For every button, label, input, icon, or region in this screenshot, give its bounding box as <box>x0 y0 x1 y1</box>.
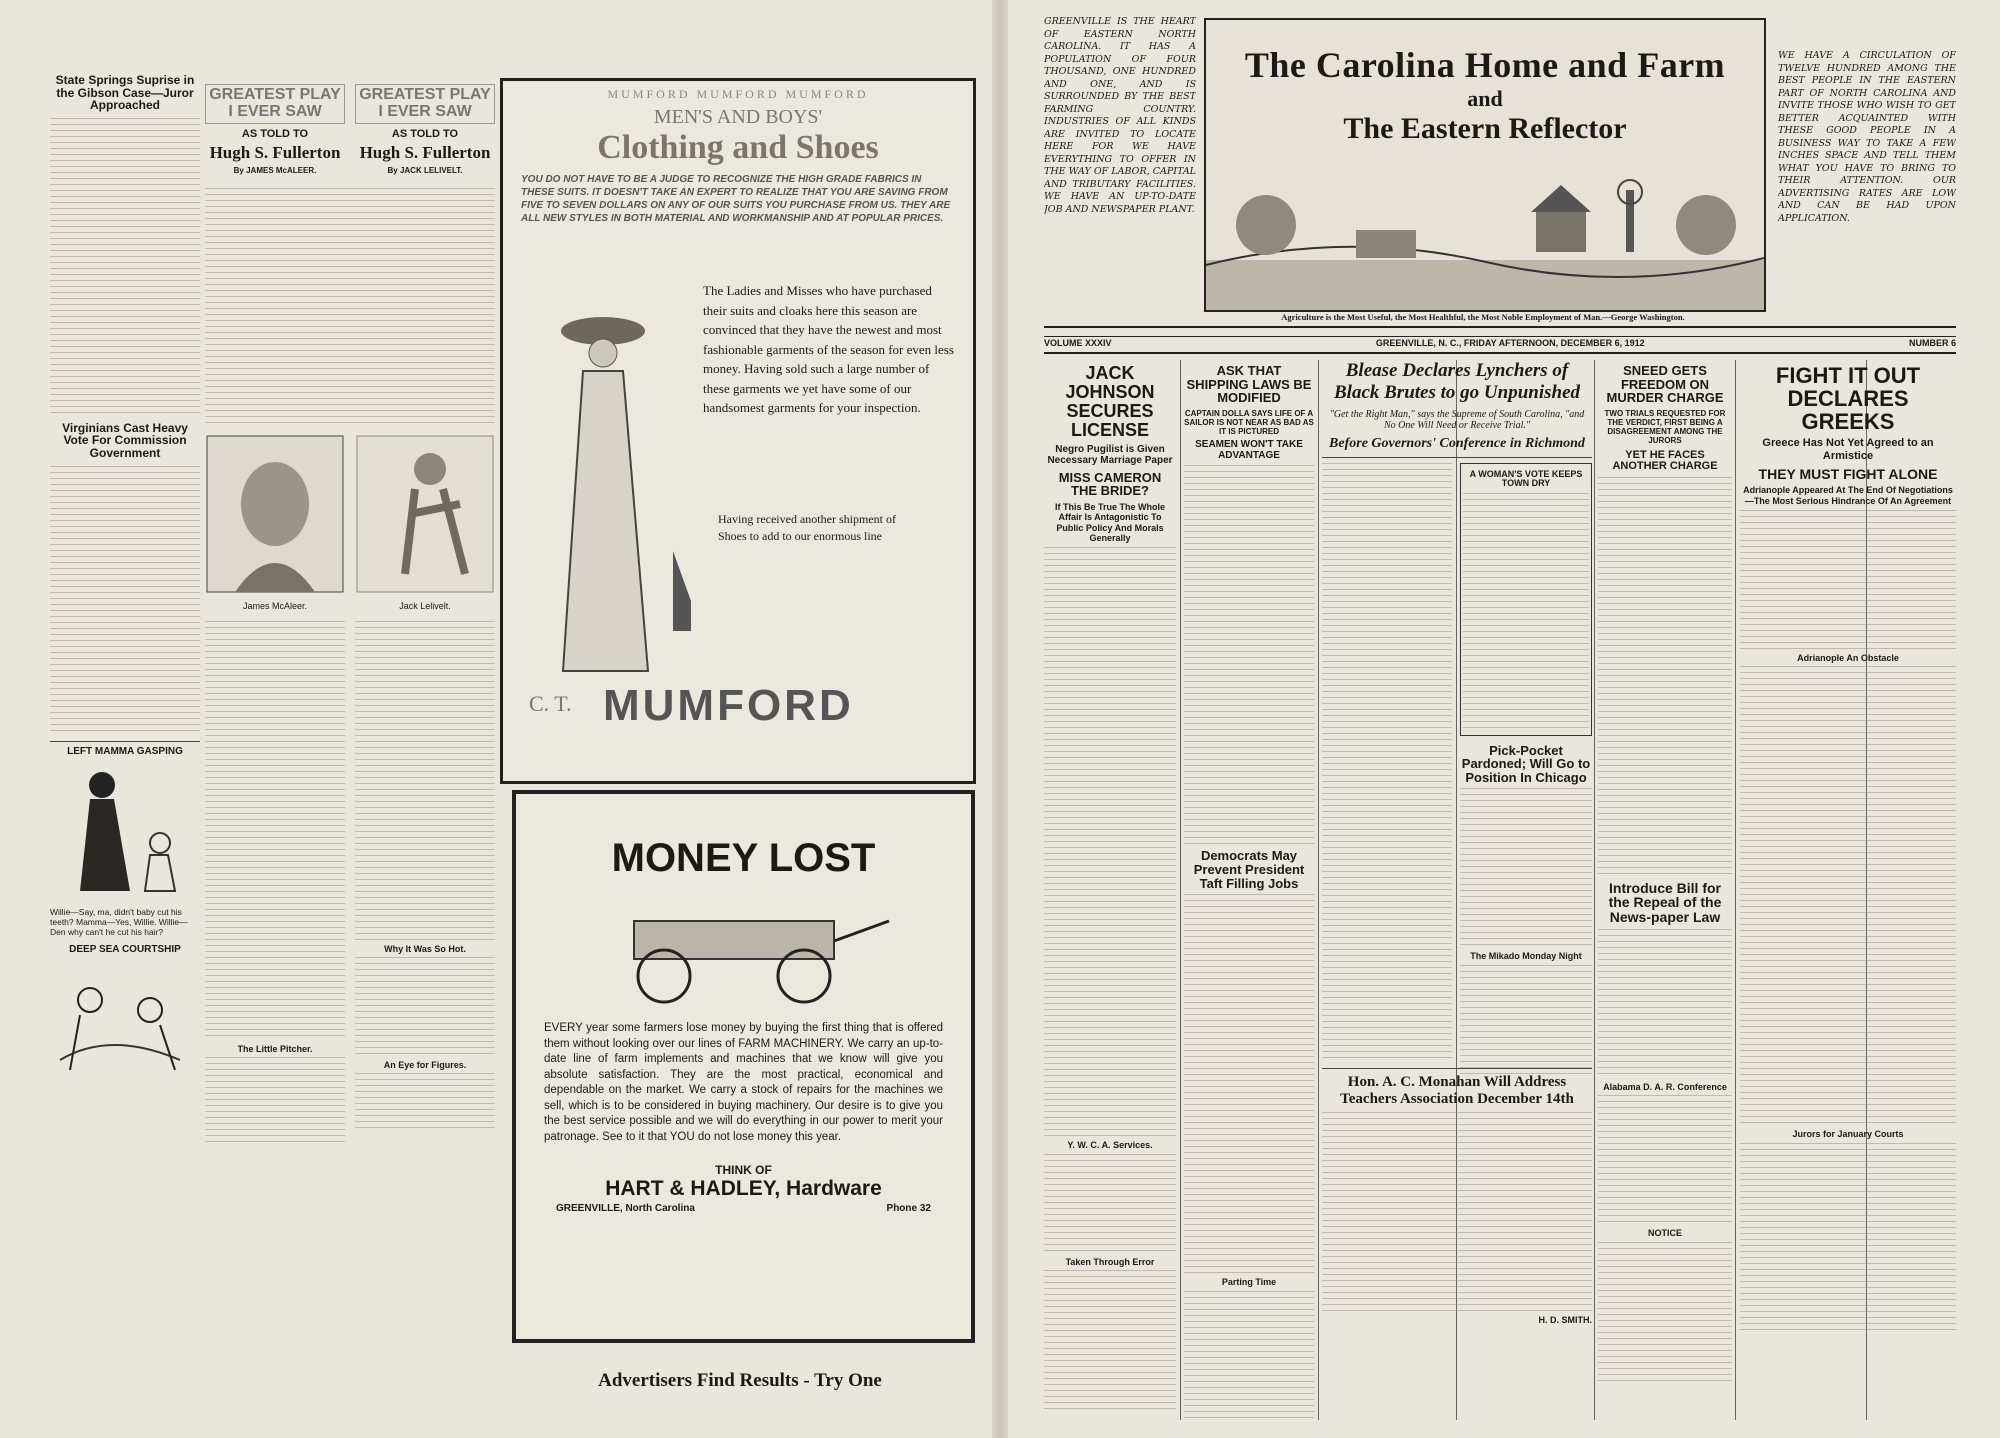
deck-public-policy: If This Be True The Whole Affair Is Antagonistic To Public Policy And Morals Generally <box>1054 501 1165 543</box>
headline-mikado: The Mikado Monday Night <box>1470 951 1582 962</box>
cartoon-caption-mamma: Willie—Say, ma, didn't baby cut his teeth? Mamma—Yes, Willie. Willie—Den why can't he cut his hair? <box>50 907 188 937</box>
issue-number: NUMBER 6 <box>1908 338 1956 348</box>
col-greeks <box>1740 360 1956 1420</box>
serial-as-told-1: AS TOLD TO <box>241 127 309 140</box>
filler-why-so-hot: Why It Was So Hot. <box>384 943 466 954</box>
col-blease <box>1322 360 1592 1420</box>
mumford-clothing-ad <box>500 78 976 784</box>
headline-seamen: SEAMEN WON'T TAKE ADVANTAGE <box>1195 439 1303 461</box>
headline-adrianople-obstacle: Adrianople An Obstacle <box>1797 652 1899 663</box>
photo-caption-lelivelt: Jack Lelivelt. <box>399 601 451 612</box>
dateline: GREENVILLE, N. C., FRIDAY AFTERNOON, DECEMBER 6, 1912 <box>1375 338 1645 348</box>
cartoon-title-deep-sea: DEEP SEA COURTSHIP <box>69 944 181 956</box>
serial-author-1: Hugh S. Fullerton <box>209 143 341 163</box>
volume-label: VOLUME XXXIV <box>1044 338 1112 348</box>
headline-taken-error: Taken Through Error <box>1065 1256 1155 1267</box>
headline-another-charge: YET HE FACES ANOTHER CHARGE <box>1612 448 1718 473</box>
ear-right-text: WE HAVE A CIRCULATION OF TWELVE HUNDRED AMONG THE BEST PEOPLE IN THE EASTERN PART OF NORTH CAROLINA AND INVITE THOSE WHO WISH TO GET BETTER ACQUAINTED WITH THESE GOOD PEOPLE IN A BUSINESS WAY TO TAKE A FEW INCHES SPACE AND TELL THEM WHAT YOU HAVE TO BRING TO THEIR ATTENTION. OUR ADVERTISING RATES ARE LOW AND CAN BE HAD UPON APPLICATION. <box>1778 50 1956 224</box>
headline-notice: NOTICE <box>1647 1228 1682 1239</box>
filler-little-pitcher: The Little Pitcher. <box>237 1043 313 1054</box>
headline-newspaper-law: Introduce Bill for the Repeal of the News-paper Law <box>1608 879 1722 926</box>
photo-caption-mcaleer: James McAleer. <box>242 601 308 612</box>
headline-monahan: Hon. A. C. Monahan Will Address Teachers Association December 14th <box>1340 1073 1574 1107</box>
headline-jack-johnson: JACK JOHNSON SECURES LICENSE <box>1065 363 1155 440</box>
hart-hadley-phone: Phone 32 <box>886 1203 931 1215</box>
col-jack-johnson <box>1044 360 1176 1420</box>
mumford-body: YOU DO NOT HAVE TO BE A JUDGE TO RECOGNIZE THE HIGH GRADE FABRICS IN THESE SUITS. IT DOESN'T TAKE AN EXPERT TO REALIZE THAT YOU ARE SAVING FROM FIVE TO SEVEN DOLLARS ON ANY OF OUR SUITS YOU PURCHASE FROM US. THEY ARE ALL NEW STYLES IN BOTH MATERIAL AND WORKMANSHIP AND AT POPULAR PRICES. <box>521 174 951 224</box>
mumford-name: MUMFORD <box>603 681 854 730</box>
deck-armistice: Greece Has Not Yet Agreed to an Armistice <box>1762 437 1934 462</box>
farm-scene-illustration <box>1206 170 1764 310</box>
serial-as-told-2: AS TOLD TO <box>391 127 459 140</box>
headline-democrats-taft: Democrats May Prevent President Taft Filling Jobs <box>1193 848 1305 891</box>
think-of: THINK OF <box>715 1163 772 1178</box>
farm-wagon-illustration <box>594 891 894 1011</box>
deck-marriage-paper: Negro Pugilist is Given Necessary Marriage Paper <box>1047 443 1173 467</box>
headline-greeks: FIGHT IT OUT DECLARES GREEKS <box>1775 363 1921 435</box>
money-lost-title: MONEY LOST <box>611 836 876 880</box>
headline-womans-vote: A WOMAN'S VOTE KEEPS TOWN DRY <box>1469 468 1583 489</box>
headline-blease: Blease Declares Lynchers of Black Brutes to go Unpunished <box>1334 360 1580 403</box>
ear-right-circulation <box>1778 50 1956 330</box>
serial-title-1: GREATEST PLAY I EVER SAW <box>205 84 345 124</box>
filler-eye-for-figures: An Eye for Figures. <box>383 1060 467 1071</box>
money-lost-body: EVERY year some farmers lose money by buying the first thing that is offered them without looking over our lines of FARM MACHINERY. We carry an up-to-date line of farm implements and machines that we know will give you absolute satisfaction. They are the most practical, economical and dependable on the market. We carry a stock of repairs for the machines we sell, which is to be considered in buying machinery. Our desire is to give you the best service possible and we will do everything in our power to merit your patronage. See to it that YOU do not lose money this year. <box>544 1022 943 1143</box>
serial-author-2: Hugh S. Fullerton <box>359 143 491 163</box>
masthead-subtitle: The Eastern Reflector <box>1343 112 1627 145</box>
headline-sneed: SNEED GETS FREEDOM ON MURDER CHARGE <box>1606 363 1724 406</box>
col-sneed <box>1598 360 1732 1420</box>
mumford-top: MEN'S AND BOYS' <box>653 106 823 128</box>
headline-governors: Before Governors' Conference in Richmond <box>1329 435 1585 451</box>
headline-gibson-case: State Springs Suprise in the Gibson Case—Juror Approached <box>55 73 195 113</box>
hart-hadley-hardware-ad <box>512 790 975 1343</box>
advertisers-footer: Advertisers Find Results - Try One <box>598 1370 882 1391</box>
headline-dar: Alabama D. A. R. Conference <box>1603 1081 1727 1092</box>
deck-two-trials: TWO TRIALS REQUESTED FOR THE VERDICT, FIRST BEING A DISAGREEMENT AMONG THE JURORS <box>1604 408 1726 446</box>
deck-adrianople: Adrianople Appeared At The End Of Negotiations—The Most Serious Hindrance Of An Agreement <box>1743 485 1953 506</box>
headline-shipping-laws: ASK THAT SHIPPING LAWS BE MODIFIED <box>1186 363 1312 406</box>
deck-captain-dolla: CAPTAIN DOLLA SAYS LIFE OF A SAILOR IS NOT NEAR AS BAD AS IT IS PICTURED <box>1184 408 1314 437</box>
mumford-initials: C. T. <box>529 691 572 716</box>
headline-parting-time: Parting Time <box>1221 1277 1277 1288</box>
photo-lelivelt <box>355 434 495 614</box>
serial-byline-2: By JACK LELIVELT. <box>387 166 463 176</box>
deck-right-man: "Get the Right Man," says the Supreme of South Carolina, "and No One Will Need or Receive Trial." <box>1329 408 1585 431</box>
hart-hadley-city: GREENVILLE, North Carolina <box>556 1203 695 1215</box>
cartoon-mamma-illustration <box>50 761 200 901</box>
right-page <box>1000 0 2000 1438</box>
headline-virginians-vote: Virginians Cast Heavy Vote For Commission Government <box>62 420 188 460</box>
ear-left-greenville <box>1044 16 1196 326</box>
ladies-coat-illustration <box>523 301 698 681</box>
headline-fight-alone: THEY MUST FIGHT ALONE <box>1758 465 1938 482</box>
motto: Agriculture is the Most Useful, the Most Healthful, the Most Noble Employment of Man.—George Washington. <box>1281 312 1685 322</box>
headline-pick-pocket: Pick-Pocket Pardoned; Will Go to Position In Chicago <box>1461 742 1591 785</box>
serial-byline-1: By JAMES McALEER. <box>233 166 317 176</box>
headline-jurors: Jurors for January Courts <box>1792 1129 1904 1140</box>
mumford-banner: MUMFORD MUMFORD MUMFORD <box>607 87 869 101</box>
serial-title-2: GREATEST PLAY I EVER SAW <box>355 84 495 124</box>
headline-miss-cameron: MISS CAMERON THE BRIDE? <box>1058 469 1162 499</box>
masthead-title: The Carolina Home and Farm <box>1244 45 1726 85</box>
masthead-and: and <box>1467 86 1503 111</box>
masthead <box>1204 18 1766 312</box>
headline-ywca: Y. W. C. A. Services. <box>1067 1140 1153 1151</box>
left-col-news <box>50 70 200 1420</box>
mumford-title: Clothing and Shoes <box>597 129 879 166</box>
serial-baseball-story <box>205 80 495 1430</box>
page-gutter <box>992 0 1008 1438</box>
cartoon-title-mamma: LEFT MAMMA GASPING <box>67 745 183 757</box>
mumford-ladies-text: The Ladies and Misses who have purchased their suits and cloaks here this season are convinced that they have the newest and most fashionable garments of the season for even less money. Having sold such a large number of these garments we yet have some of our handsomest garments for your inspection. <box>703 283 954 415</box>
hart-hadley-name: HART & HADLEY, Hardware <box>605 1177 882 1201</box>
photo-mcaleer <box>205 434 345 614</box>
ear-left-text: GREENVILLE IS THE HEART OF EASTERN NORTH CAROLINA. IT HAS A POPULATION OF FOUR THOUSAND, ONE HUNDRED AND ONE, AND IS SURROUNDED BY THE BEST FARMING COUNTRY. INDUSTRIES OF ALL KINDS ARE INVITED TO LOCATE HERE FOR WE HAVE EVERYTHING TO OFFER IN THE WAY OF LABOR, CAPITAL AND TRIBUTARY FACILITIES. WE HAVE AN UP-TO-DATE JOB AND NEWSPAPER PLANT. <box>1044 16 1196 215</box>
mumford-shoes-text: Having received another shipment of Shoes to add to our enormous line <box>718 512 896 544</box>
col-shipping-laws <box>1184 360 1314 1420</box>
signature-smith: H. D. SMITH. <box>1538 1315 1592 1326</box>
cartoon-deep-sea-illustration <box>50 960 200 1090</box>
